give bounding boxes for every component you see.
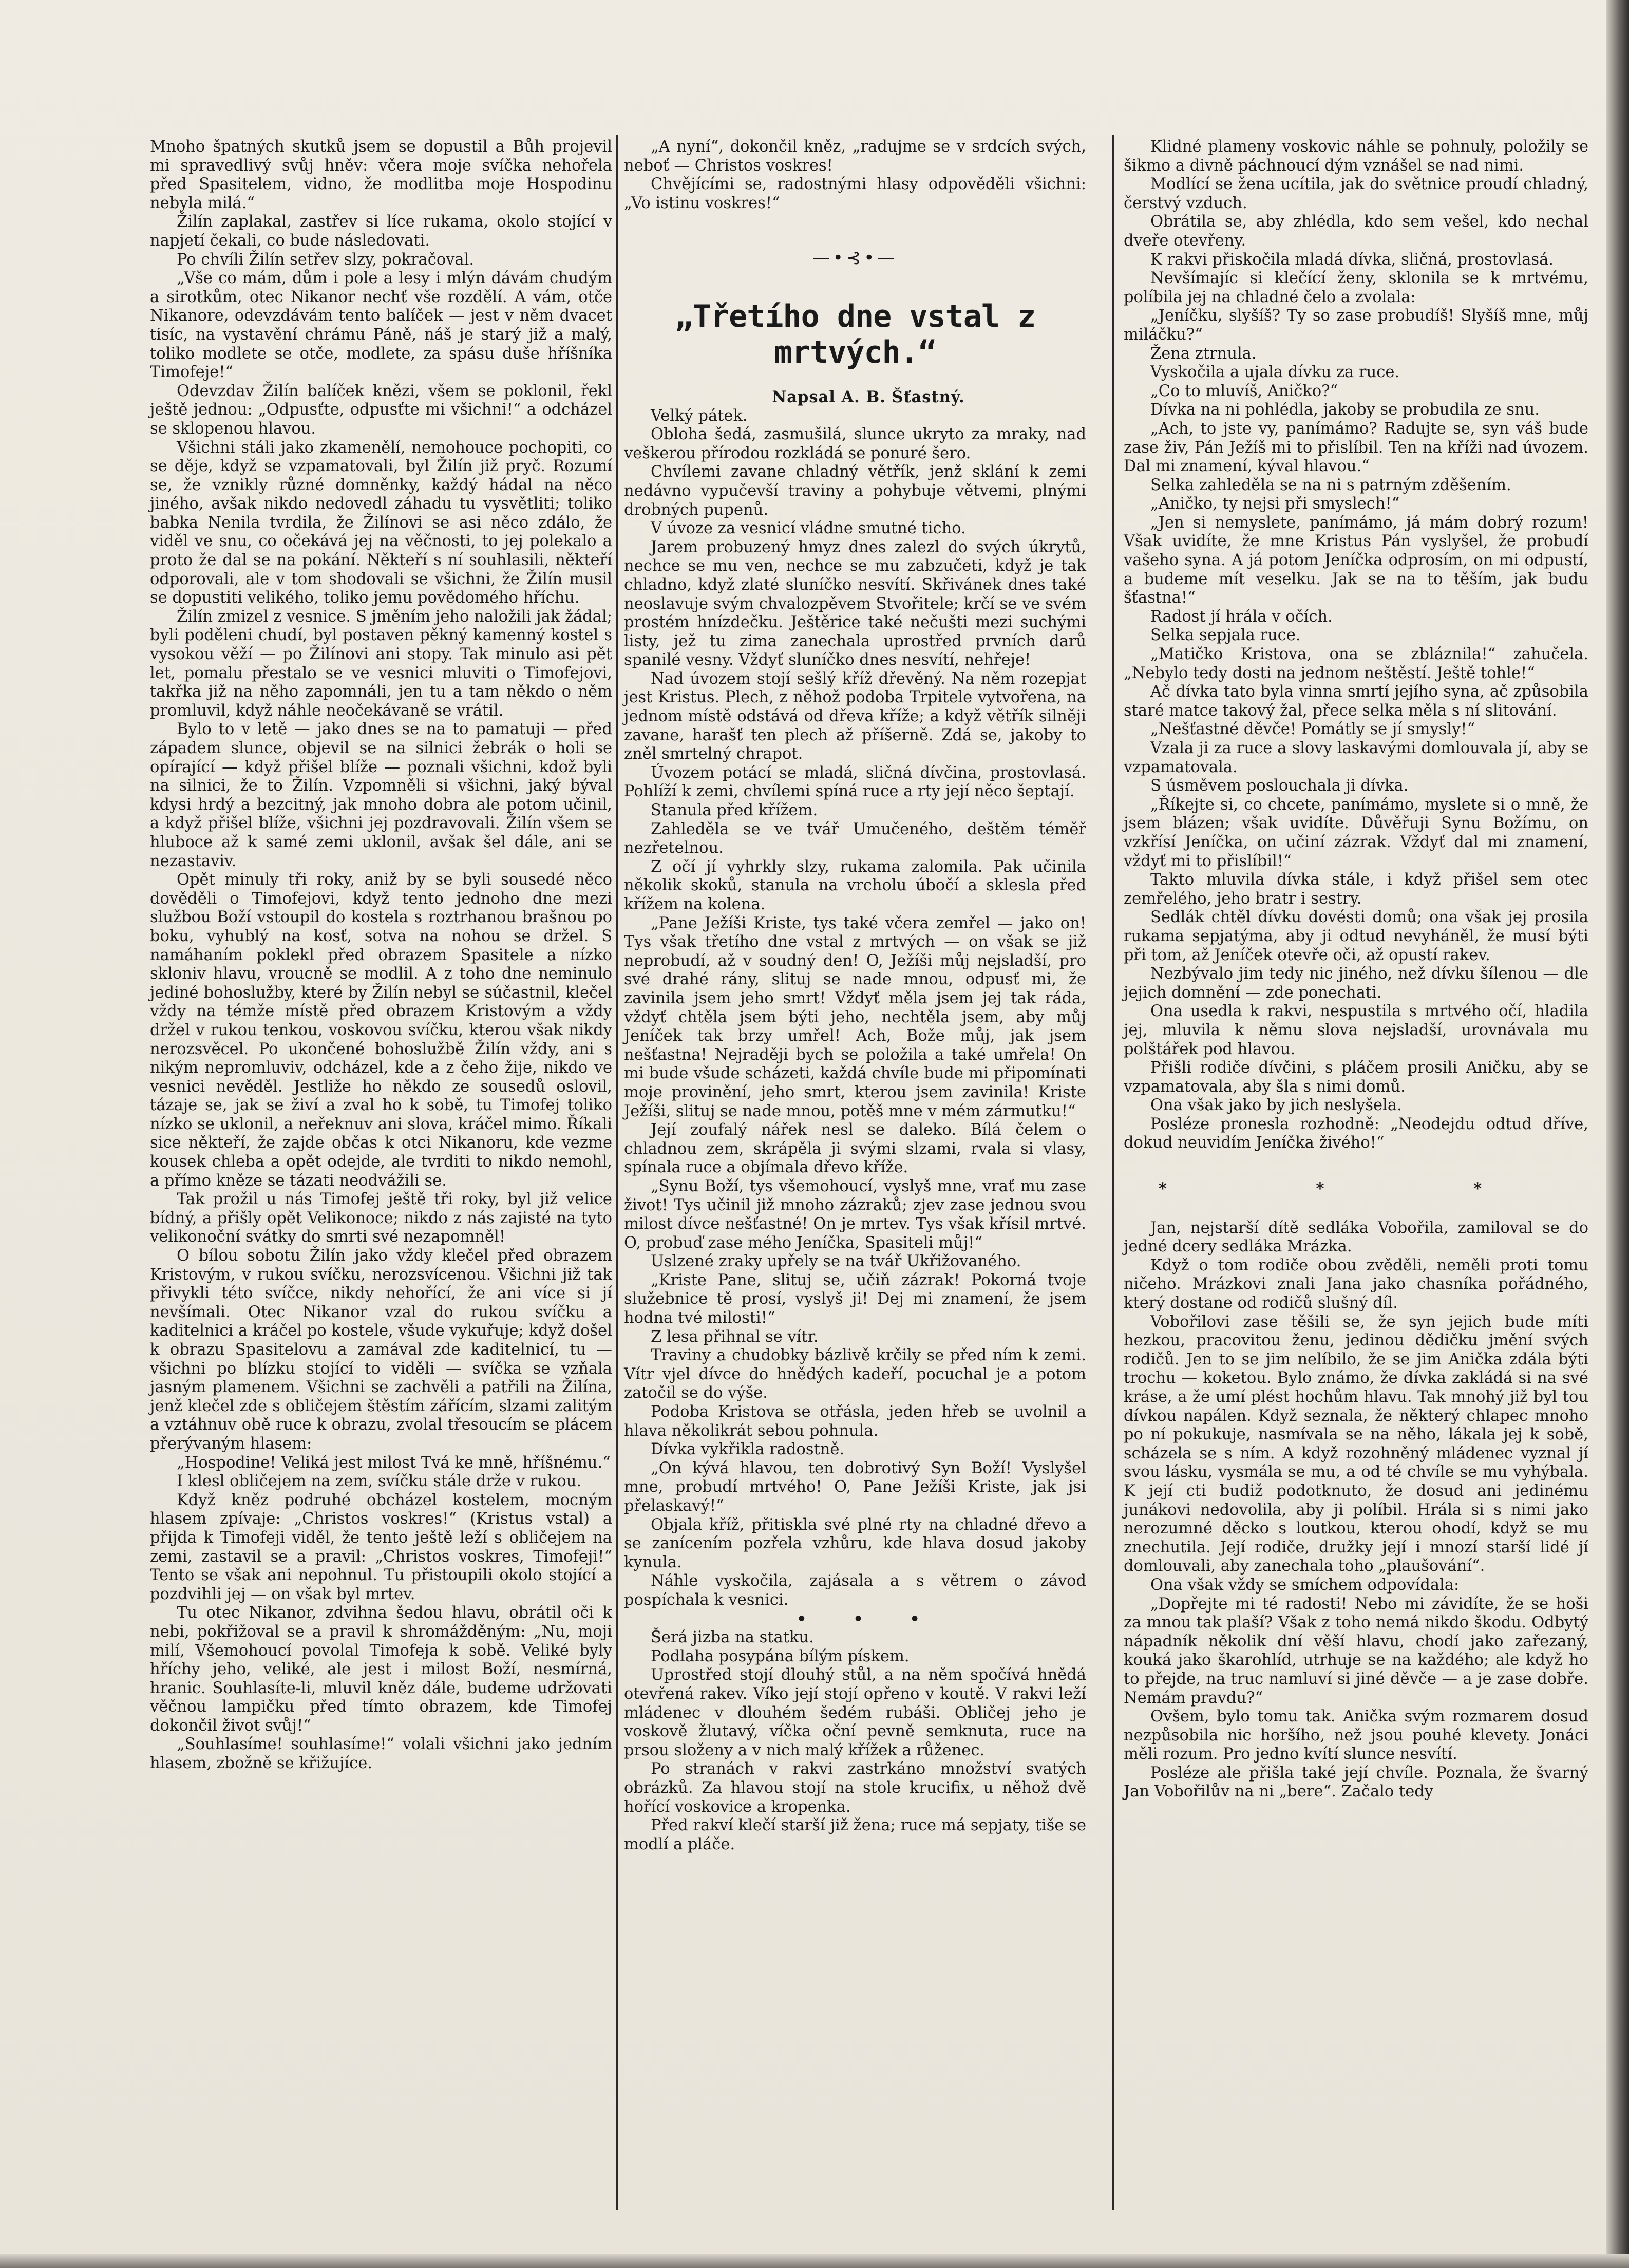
column-rule-1 <box>616 135 618 2210</box>
paragraph: „Souhlasíme! souhlasíme!“ volali všichni jako jedním hlasem, zbožně se křižujíce. <box>150 1735 612 1773</box>
paragraph: Stanula před křížem. <box>651 801 818 820</box>
paragraph: Když o tom rodiče obou zvěděli, neměli proti tomu ničeho. Mrázkovi znali Jana jako chasníka pořádného, který dostane od rodičů slušný díl. <box>1124 1256 1588 1313</box>
paragraph: Úvozem potácí se mladá, sličná dívčina, prostovlasá. Pohlíží k zemi, chvílemi spíná ruce a rty její něco šeptají. <box>624 763 1086 801</box>
paragraph: „Co to mluvíš, Aničko?“ <box>1150 382 1338 400</box>
paragraph: S úsměvem poslouchala ji dívka. <box>1150 777 1409 795</box>
column-rule-2 <box>1112 135 1114 2210</box>
paragraph: Nad úvozem stojí sešlý kříž dřevěný. Na něm rozepjat jest Kristus. Plech, z něhož podoba Trpitele vytvořena, na jednom místě odstává od dřeva kříže; a když větřík silněji zavane, harašť ten plech až příšerně. Zdá se, jakoby to zněl smrtelný chrapot. <box>624 669 1086 763</box>
paragraph: Obrátila se, aby zhlédla, kdo sem vešel, kdo nechal dveře otevřeny. <box>1124 213 1588 250</box>
paragraph: Jarem probuzený hmyz dnes zalezl do svých úkrytů, nechce se mu ven, nechce se mu zabzučeti, když je tak chladno, když zlaté sluníčko nesvítí. Skřivánek dnes také neoslavuje svým chvalozpěvem Stvořitele; krčí se ve svém prostém hnízdečku. Ještěrice také nečušti mezi suchými listy, jež tu zima zanechala uprostřed prvních darů spanilé vesny. Vždyť sluníčko dnes nesvítí, nehřeje! <box>624 538 1086 669</box>
column-3 <box>1124 138 1588 1802</box>
paragraph: Ač dívka tato byla vinna smrtí jejího syna, ač způsobila staré matce takový žal, přece selka měla s ní slitování. <box>1124 683 1588 720</box>
paragraph: Po chvíli Žilín setřev slzy, pokračoval. <box>177 250 475 269</box>
ornament-divider: —•⊰•— <box>812 248 898 269</box>
paragraph: Sedlák chtěl dívku dovésti domů; ona však jej prosila rukama sepjatýma, aby ji odtud nevyháněl, že musí býti při tom, až Jeníček otevře oči, až opustí rakev. <box>1124 908 1588 964</box>
paragraph: Podlaha posypána bílým pískem. <box>651 1647 910 1665</box>
paragraph: Tak prožil u nás Timofej ještě tři roky, byl již velice bídný, a přišly opět Velikonoce; nikdo z nás zajisté na tyto velikonoční svátky do smrti své nezapomněl! <box>150 1190 612 1246</box>
paragraph: Nevšímajíc si klečící ženy, sklonila se k mrtvému, políbila jej na chladné čelo a zvolala: <box>1124 269 1588 306</box>
paragraph: Klidné plameny voskovic náhle se pohnuly, položily se šikmo a divně páchnoucí dým vznášel se nad nimi. <box>1124 138 1588 175</box>
paragraph: Modlící se žena ucítila, jak do světnice proudí chladný, čerstvý vzduch. <box>1124 175 1588 212</box>
paragraph: „A nyní“, dokončil kněz, „radujme se v srdcích svých, neboť — Christos voskres! <box>624 138 1086 175</box>
paragraph: Zahleděla se ve tvář Umučeného, deštěm téměř nezřetelnou. <box>624 820 1086 857</box>
paragraph: Takto mluvila dívka stále, i když přišel sem otec zemřelého, jeho bratr i sestry. <box>1124 871 1588 908</box>
paragraph: „Vše co mám, dům i pole a lesy i mlýn dávám chudým a sirotkům, otec Nikanor nechť vše rozdělí. A vám, otče Nikanore, odevzdávám tento balíček — jest v něm dvacet tisíc, na vystavění chrámu Páně, náš je starý již a malý, toliko modlete se otče, modlete, za spásu duše hříšníka Timofeje!“ <box>150 269 612 382</box>
scan-edge-bottom <box>0 2254 1629 2268</box>
paragraph: Ovšem, bylo tomu tak. Anička svým rozmarem dosud nezpůsobila nic horšího, než jsou pouhé klevety. Jonáci měli rozum. Pro jedno kvítí slunce nesvítí. <box>1124 1708 1588 1764</box>
paragraph: „Kriste Pane, slituj se, učiň zázrak! Pokorná tvoje služebnice tě prosí, vyslyš ji! Dej mi znamení, že jsem hodna tvé milosti!“ <box>624 1271 1086 1327</box>
paragraph: „Ach, to jste vy, panímámo? Radujte se, syn váš bude zase živ, Pán Ježíš mi to přislíbil. Ten na kříži nad úvozem. Dal mi znamení, kýval hlavou.“ <box>1124 419 1588 476</box>
column-1 <box>150 138 612 1773</box>
paragraph: „Říkejte si, co chcete, panímámo, myslete si o mně, že jsem blázen; však uvidíte. Důvěřuji Synu Božímu, on vzkřísí Jeníčka, on učiní zázrak. Vždyť dal mi znamení, vždyť mi to přislíbil!“ <box>1124 795 1588 870</box>
paragraph: I klesl obličejem na zem, svíčku stále drže v rukou. <box>177 1472 582 1491</box>
paragraph: K rakvi přiskočila mladá dívka, sličná, prostovlasá. <box>1150 250 1554 269</box>
paragraph: Všichni stáli jako zkamenělí, nemohouce pochopiti, co se děje, když se vzpamatovali, byl Žilín již pryč. Rozumí se, že vznikly různé domněnky, každý hádal na něco jiného, avšak nikdo nedovedl záhadu tu vysvětliti; toliko babka Nenila tvrdila, že Žilínovi se asi něco zdálo, že viděl ve snu, co očekává jej na věčnosti, to jej polekalo a proto že dal se na pokání. Někteří s ní souhlasili, někteří odporovali, ale v tom shodovali se všichni, že Žilín musil se dopustiti velikého, toliko jemu povědomého hříchu. <box>150 438 612 607</box>
paragraph: Odevzdav Žilín balíček knězi, všem se poklonil, řekl ještě jednou: „Odpusťte, odpusťte mi všichni!“ a odcházel se sklopenou hlavou. <box>150 382 612 438</box>
paragraph: „Pane Ježíši Kriste, tys také včera zemřel — jako on! Tys však třetího dne vstal z mrtvých — on však se již neprobudí, až v soudný den! O, Ježíši můj nejsladší, pro své drahé rány, slituj se nade mnou, odpusť mi, že zavinila jsem jeho smrt! Vždyť měla jsem jej tak ráda, vždyť chtěla jsem býti jeho, nechtěla jsem, aby můj Jeníček tak brzy umřel! Ach, Bože můj, jak jsem nešťastna! Nejraději bych se položila a také umřela! On mi bude všude scházeti, každá chvíle bude mi připomínati moje provinění, jeho smrt, kterou jsem zavinila! Kriste Ježíši, slituj se nade mnou, potěš mne v mém zármutku!“ <box>624 914 1086 1120</box>
paragraph: Přišli rodiče dívčini, s pláčem prosili Aničku, aby se vzpamatovala, aby šla s nimi domů. <box>1124 1059 1588 1096</box>
paragraph: Vzala ji za ruce a slovy laskavými domlouvala jí, aby se vzpamatovala. <box>1124 739 1588 776</box>
paragraph: Chvějícími se, radostnými hlasy odpověděli všichni: „Vo istinu voskres!“ <box>624 175 1086 212</box>
paragraph: Radost jí hrála v očích. <box>1150 607 1333 626</box>
paragraph: Vobořilovi zase těšili se, že syn jejich bude míti hezkou, pracovitou ženu, jedinou dědičku jmění svých rodičů. Jen to se jim nelíbilo, že se jim Anička zdála býti trochu — koketou. Bylo známo, že dívka zakládá si na své kráse, a že umí plést hochům hlavu. Tak mnohý již byl tou dívkou napálen. Když seznala, že některý chlapec mnoho po ní pokukuje, nasmívala se na něho, lákala jej k sobě, scházela se s ním. A když rozohněný mládenec vyznal jí svou lásku, vysmála se mu, a od té chvíle se mu vyhýbala. K její cti budiž podotknuto, že dosud ani jedinému junákovi nedovolila, aby ji políbil. Hrála si s nimi jako nerozumné děcko s loutkou, kterou ohodí, když se mu znechutila. Její rodiče, družky její i mnozí starší lidé jí domlouvali, aby zanechala toho „plaušování“. <box>1124 1313 1588 1576</box>
paragraph: Selka zahleděla se na ni s patrným zděšením. <box>1150 476 1511 494</box>
paragraph: Před rakví klečí starší již žena; ruce má sepjaty, tiše se modlí a pláče. <box>624 1816 1086 1853</box>
paragraph: Ona však vždy se smíchem odpovídala: <box>1150 1576 1460 1594</box>
paragraph: Selka sepjala ruce. <box>1150 626 1301 645</box>
paragraph: Bylo to v letě — jako dnes se na to pamatuji — před západem slunce, objevil se na silnici žebrák o holi se opírající — když přišel blíže — poznali všichni, kdož byli na silnici, že to Žilín. Vzpomněli si všichni, jaký býval kdysi hrdý a bezcitný, jak mnoho dobra ale potom učinil, a když přišel blíže, všichni jej pozdravovali. Žilín všem se hluboce až k samé zemi uklonil, avšak šel dále, ani se nezastaviv. <box>150 720 612 870</box>
paragraph: Nezbývalo jim tedy nic jiného, než dívku šílenou — dle jejich domnění — zde ponechati. <box>1124 965 1588 1002</box>
paragraph: Velký pátek. <box>651 406 748 425</box>
paragraph: Posléze pronesla rozhodně: „Neodejdu odtud dříve, dokud neuvidím Jeníčka živého!“ <box>1124 1115 1588 1152</box>
paragraph: Ona však jako by jich neslyšela. <box>1150 1096 1402 1115</box>
column-2 <box>624 138 1086 1854</box>
paragraph: Opět minuly tři roky, aniž by se byli sousedé něco dověděli o Timofejovi, když tento jednoho dne mezi službou Boží vstoupil do kostela s roztrhanou brašnou po boku, vyhublý na kosť, sotva na nohou se držel. S namáhaním poklekl před obrazem Spasitele a nízko skloniv hlavu, vroucně se modlil. A z toho dne neminulo jediné bohoslužby, které by Žilín nebyl se súčastnil, klečel vždy na témže místě před obrazem Kristovým a vždy držel v rukou tenkou, voskovou svíčku, kterou však nikdy nerozsvěcel. Po ukončené bohoslužbě Žilín vždy, ani s nikým nepromluviv, odcházel, kde a z čeho žije, nikdo ve vesnici nevěděl. Jestliže ho někdo ze sousedů oslovil, tázaje se, jak se živí a zval ho k sobě, tu Timofej toliko nízko se uklonil, a neřeknuv ani slova, kráčel mimo. Říkali sice někteří, že zajde občas k otci Nikanoru, kde vezme kousek chleba a opět odejde, ale tvrditi to nikdo nemohl, a přímo kněze se tázati neodvážili se. <box>150 871 612 1190</box>
paragraph: Uslzené zraky upřely se na tvář Ukřižovaného. <box>651 1252 1021 1271</box>
paragraph: Obloha šedá, zasmušilá, slunce ukryto za mraky, nad veškerou přírodou rozkládá se ponuré šero. <box>624 425 1086 462</box>
paragraph: Když kněz podruhé obcházel kostelem, mocným hlasem zpívaje: „Christos voskres!“ (Kristus vstal) a přijda k Timofeji viděl, že tento ještě leží s obličejem na zemi, zastavil se a pravil: „Christos voskres, Timofeji!“ Tento se však ani nepohnul. Tu přistoupili okolo stojící a pozdvihli jej — on však byl mrtev. <box>150 1491 612 1603</box>
paragraph: „Aničko, ty nejsi při smyslech!“ <box>1150 495 1400 513</box>
paragraph: V úvoze za vesnicí vládne smutné ticho. <box>651 519 966 538</box>
paragraph: „Dopřejte mi té radosti! Nebo mi závidíte, že se hoši za mnou tak plaší? Však z toho nemá nikdo škodu. Odbytý nápadník několik dní věší hlavu, chodí jako zařezaný, kouká jako škarohlíd, utrhuje se na každého; ale když ho to přejde, na truc namluví si jiné děvče — a je zase dobře. Nemám pravdu?“ <box>1124 1595 1588 1707</box>
paragraph: Žena ztrnula. <box>1150 344 1257 363</box>
paragraph: „Synu Boží, tys všemohoucí, vyslyš mne, vrať mu zase život! Tys učinil již mnoho zázraků; zjev zase jednou svou milost dívce nešťastné! On je mrtev. Tys však křísil mrtvé. O, probuď zase mého Jeníčka, Spasiteli můj!“ <box>624 1177 1086 1252</box>
paragraph: Dívka na ni pohlédla, jakoby se probudila ze snu. <box>1150 401 1540 419</box>
section-separator: • • • <box>797 1609 940 1628</box>
paragraph: Z očí jí vyhrkly slzy, rukama zalomila. Pak učinila několik skoků, stanula na vrcholu úbočí a sklesla před křížem na kolena. <box>624 857 1086 913</box>
paragraph: Šerá jizba na statku. <box>651 1628 814 1647</box>
paragraph: Posléze ale přišla také její chvíle. Poznala, že švarný Jan Vobořilův na ni „bere“. Začalo tedy <box>1124 1764 1588 1801</box>
paragraph: Traviny a chudobky bázlivě krčily se před ním k zemi. Vítr vjel dívce do hnědých kadeří, pocuchal je a potom zatočil se do výše. <box>624 1346 1086 1402</box>
paragraph: „Jen si nemyslete, panímámo, já mám dobrý rozum! Však uvidíte, že mne Kristus Pán vyslyšel, že probudí vašeho syna. A já potom Jeníčka odprosím, on mi odpustí, a budeme mít veselku. Jak se na to těším, jak budu šťastna!“ <box>1124 513 1588 607</box>
paragraph: Žilín zmizel z vesnice. S jměním jeho naložili jak žádal; byli poděleni chudí, byl postaven pěkný kamenný kostel s vysokou věží — po Žilínovi ani stopy. Tak minulo asi pět let, pomalu přestalo se ve vesnici mluviti o Timofejovi, takřka již na něho zapomnáli, jen tu a tam někdo o něm promluvil, když náhle neočekávaně se vrátil. <box>150 607 612 720</box>
paragraph: „On kývá hlavou, ten dobrotivý Syn Boží! Vyslyšel mne, probudí mrtvého! O, Pane Ježíši Kriste, jak jsi přelaskavý!“ <box>624 1459 1086 1515</box>
paragraph: Žilín zaplakal, zastřev si líce rukama, okolo stojící v napjetí čekali, co bude následovati. <box>150 213 612 250</box>
paragraph: O bílou sobotu Žilín jako vždy klečel před obrazem Kristovým, v rukou svíčku, nerozsvícenou. Všichni již tak přivykli této svíčce, nikdy nehořící, že ani více si jí nevšímali. Otec Nikanor vzal do rukou svíčku a kaditelnici a kráčel po kostele, všude vykuřuje; když došel k obrazu Spasitelovu a zamával zde kaditelnicí, tu — všichni po blízku stojící to viděli — svíčka se vzňala jasným plamenem. Všichni se zachvěli a patřili na Žilína, jenž klečel zde s obličejem štěstím zářícím, slzami zalitým a vztáhnuv obě ruce k obrazu, zvolal třesoucím se plácem přerývaným hlasem: <box>150 1247 612 1453</box>
paragraph: Chvílemi zavane chladný větřík, jenž sklání k zemi nedávno vypučevší traviny a pohybuje větvemi, plnými drobných pupenů. <box>624 463 1086 519</box>
paragraph: Mnoho špatných skutků jsem se dopustil a Bůh projevil mi spravedlivý svůj hněv: včera moje svíčka nehořela před Spasitelem, vidno, že modlitba moje Hospodinu nebyla milá.“ <box>150 138 612 212</box>
section-separator-stars: * * * <box>1158 1179 1554 1198</box>
paragraph: „Matičko Kristova, ona se zbláznila!“ zahučela. „Nebylo tedy dosti na jednom neštěstí. Ještě tohle!“ <box>1124 645 1588 682</box>
scan-edge-right <box>1606 0 1629 2268</box>
paragraph: Podoba Kristova se otřásla, jeden hřeb se uvolnil a hlava několikrát sebou pohnula. <box>624 1403 1086 1440</box>
paragraph: Náhle vyskočila, zajásala a s větrem o závod pospíchala k vesnici. <box>624 1572 1086 1609</box>
paragraph: „Nešťastné děvče! Pomátly se jí smysly!“ <box>1150 720 1475 739</box>
paragraph: Vyskočila a ujala dívku za ruce. <box>1150 363 1400 382</box>
story-headline: „Třetího dne vstal z mrtvých.“ <box>674 298 1036 370</box>
paragraph: Po stranách v rakvi zastrkáno množství svatých obrázků. Za hlavou stojí na stole krucifix, u něhož dvě hořící voskovice a kropenka. <box>624 1760 1086 1816</box>
paragraph: Objala kříž, přitiskla své plné rty na chladné dřevo a se zanícením pozřela vzhůru, kde hlava dosud jakoby kynula. <box>624 1515 1086 1571</box>
paragraph: Uprostřed stojí dlouhý stůl, a na něm spočívá hnědá otevřená rakev. Víko její stojí opřeno v koutě. V rakvi leží mládenec v dlouhém šedém rubáši. Obličej jeho je voskově žlutavý, víčka oční pevně semknuta, ruce na prsou složeny a v nich malý křížek a růženec. <box>624 1666 1086 1759</box>
paragraph: Tu otec Nikanor, zdvihna šedou hlavu, obrátil oči k nebi, pokřižoval se a pravil k shromážděným: „Nu, moji milí, Všemohoucí povolal Timofeja k sobě. Veliké byly hříchy jeho, veliké, ale jest i milost Boží, nesmírná, hranic. Souhlasíte-li, mluvil kněz dále, budeme udržovati věčnou lampičku před tímto obrazem, kde Timofej dokončil život svůj!“ <box>150 1604 612 1735</box>
paragraph: Ona usedla k rakvi, nespustila s mrtvého očí, hladila jej, mluvila k němu slova nejsladší, urovnávala mu polštářek pod hlavou. <box>1124 1002 1588 1058</box>
paragraph: „Jeníčku, slyšíš? Ty so zase probudíš! Slyšíš mne, můj miláčku?“ <box>1124 307 1588 344</box>
paragraph: Dívka vykřikla radostně. <box>651 1440 845 1459</box>
paragraph: Jan, nejstarší dítě sedláka Vobořila, zamiloval se do jedné dcery sedláka Mrázka. <box>1124 1219 1588 1256</box>
paragraph: Z lesa přihnal se vítr. <box>651 1327 819 1346</box>
paragraph: Její zoufalý nářek nesl se daleko. Bílá čelem o chladnou zem, skrápěla ji svými slzami, rvala si vlasy, spínala ruce a objímala dřevo kříže. <box>624 1121 1086 1177</box>
byline: Napsal A. B. Šťastný. <box>772 387 965 406</box>
paragraph: „Hospodine! Veliká jest milost Tvá ke mně, hříšnému.“ <box>177 1453 611 1472</box>
